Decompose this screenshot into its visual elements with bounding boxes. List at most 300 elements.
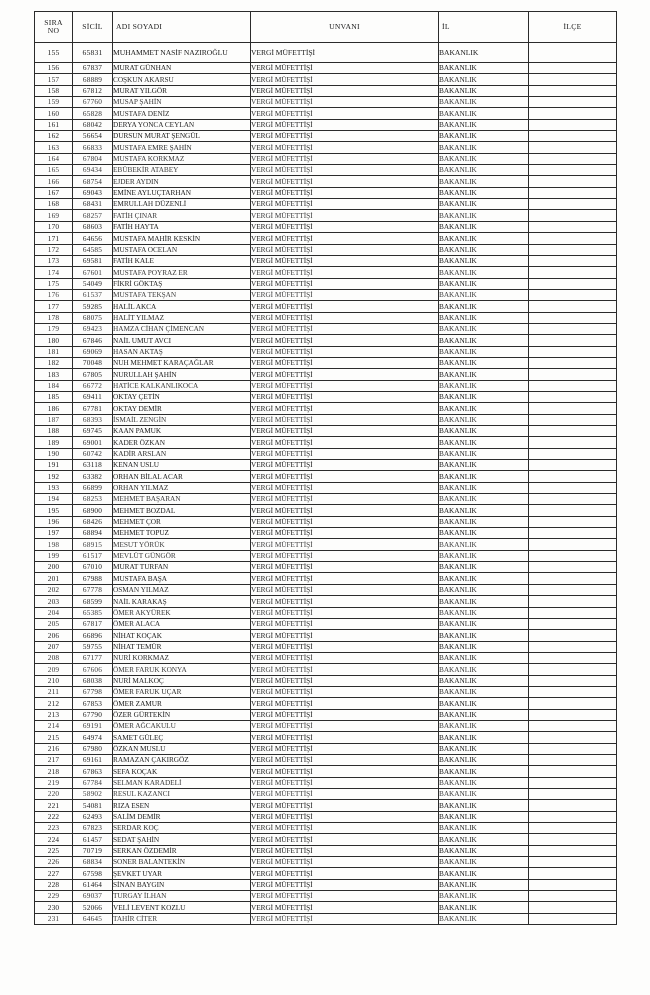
- cell-sicil: 67598: [73, 868, 113, 879]
- cell-il: BAKANLIK: [439, 630, 529, 641]
- cell-ilce: [529, 85, 617, 96]
- cell-adi-soyadi: KENAN USLU: [113, 460, 251, 471]
- cell-sicil: 61537: [73, 289, 113, 300]
- cell-unvani: VERGİ MÜFETTİŞİ: [251, 403, 439, 414]
- cell-unvani: VERGİ MÜFETTİŞİ: [251, 460, 439, 471]
- cell-ilce: [529, 573, 617, 584]
- cell-sicil: 68257: [73, 210, 113, 221]
- cell-il: BAKANLIK: [439, 584, 529, 595]
- cell-sicil: 67863: [73, 766, 113, 777]
- cell-ilce: [529, 607, 617, 618]
- cell-unvani: VERGİ MÜFETTİŞİ: [251, 573, 439, 584]
- cell-ilce: [529, 539, 617, 550]
- table-row: [35, 845, 617, 856]
- cell-adi-soyadi: MEHMET BAŞARAN: [113, 494, 251, 505]
- cell-adi-soyadi: NURİ MALKOÇ: [113, 675, 251, 686]
- cell-il: BAKANLIK: [439, 789, 529, 800]
- cell-sicil: 67010: [73, 562, 113, 573]
- cell-ilce: [529, 686, 617, 697]
- cell-il: BAKANLIK: [439, 754, 529, 765]
- cell-sicil: 67980: [73, 743, 113, 754]
- cell-sicil: 59285: [73, 301, 113, 312]
- cell-sicil: 66772: [73, 380, 113, 391]
- cell-sira-no: 162: [35, 131, 73, 142]
- cell-adi-soyadi: DERYA YONCA CEYLAN: [113, 119, 251, 130]
- cell-unvani: VERGİ MÜFETTİŞİ: [251, 584, 439, 595]
- cell-il: BAKANLIK: [439, 346, 529, 357]
- cell-unvani: VERGİ MÜFETTİŞİ: [251, 823, 439, 834]
- cell-sicil: 60742: [73, 448, 113, 459]
- cell-sicil: 69069: [73, 346, 113, 357]
- table-row: [35, 312, 617, 323]
- table-row: [35, 165, 617, 176]
- cell-sicil: 54049: [73, 278, 113, 289]
- cell-unvani: VERGİ MÜFETTİŞİ: [251, 891, 439, 902]
- cell-sira-no: 192: [35, 471, 73, 482]
- column-header-unvani: [251, 12, 439, 43]
- cell-ilce: [529, 516, 617, 527]
- table-row: [35, 539, 617, 550]
- cell-sira-no: 225: [35, 845, 73, 856]
- cell-adi-soyadi: MURAT GÜNHAN: [113, 63, 251, 74]
- cell-ilce: [529, 845, 617, 856]
- cell-sicil: 68603: [73, 221, 113, 232]
- cell-ilce: [529, 153, 617, 164]
- cell-adi-soyadi: OKTAY DEMİR: [113, 403, 251, 414]
- cell-sicil: 69191: [73, 720, 113, 731]
- table-row: [35, 380, 617, 391]
- cell-ilce: [529, 743, 617, 754]
- table-row: [35, 414, 617, 425]
- cell-unvani: VERGİ MÜFETTİŞİ: [251, 335, 439, 346]
- cell-unvani: VERGİ MÜFETTİŞİ: [251, 709, 439, 720]
- cell-unvani: VERGİ MÜFETTİŞİ: [251, 686, 439, 697]
- cell-unvani: VERGİ MÜFETTİŞİ: [251, 652, 439, 663]
- cell-il: BAKANLIK: [439, 720, 529, 731]
- cell-adi-soyadi: NAİL KARAKAŞ: [113, 596, 251, 607]
- cell-sira-no: 168: [35, 199, 73, 210]
- cell-unvani: VERGİ MÜFETTİŞİ: [251, 562, 439, 573]
- cell-ilce: [529, 720, 617, 731]
- table-row: [35, 618, 617, 629]
- cell-sicil: 69043: [73, 187, 113, 198]
- cell-unvani: VERGİ MÜFETTİŞİ: [251, 550, 439, 561]
- cell-unvani: VERGİ MÜFETTİŞİ: [251, 142, 439, 153]
- cell-sira-no: 209: [35, 664, 73, 675]
- cell-il: BAKANLIK: [439, 732, 529, 743]
- cell-sicil: 59755: [73, 641, 113, 652]
- cell-ilce: [529, 448, 617, 459]
- cell-sira-no: 167: [35, 187, 73, 198]
- cell-unvani: VERGİ MÜFETTİŞİ: [251, 607, 439, 618]
- cell-ilce: [529, 528, 617, 539]
- cell-il: BAKANLIK: [439, 539, 529, 550]
- cell-unvani: VERGİ MÜFETTİŞİ: [251, 618, 439, 629]
- cell-il: BAKANLIK: [439, 312, 529, 323]
- cell-il: BAKANLIK: [439, 675, 529, 686]
- cell-sira-no: 222: [35, 811, 73, 822]
- cell-il: BAKANLIK: [439, 664, 529, 675]
- cell-il: BAKANLIK: [439, 607, 529, 618]
- cell-il: BAKANLIK: [439, 97, 529, 108]
- cell-sira-no: 205: [35, 618, 73, 629]
- column-header-sicil-label: SİCİL: [82, 22, 103, 32]
- cell-unvani: VERGİ MÜFETTİŞİ: [251, 630, 439, 641]
- cell-ilce: [529, 187, 617, 198]
- column-header-il: [439, 12, 529, 43]
- table-row: [35, 879, 617, 890]
- cell-sira-no: 228: [35, 879, 73, 890]
- column-header-unvani-label: UNVANI: [329, 22, 360, 32]
- cell-il: BAKANLIK: [439, 709, 529, 720]
- cell-unvani: VERGİ MÜFETTİŞİ: [251, 380, 439, 391]
- cell-ilce: [529, 823, 617, 834]
- cell-ilce: [529, 221, 617, 232]
- cell-ilce: [529, 403, 617, 414]
- cell-unvani: VERGİ MÜFETTİŞİ: [251, 244, 439, 255]
- cell-adi-soyadi: KADİR ARSLAN: [113, 448, 251, 459]
- cell-il: BAKANLIK: [439, 426, 529, 437]
- cell-il: BAKANLIK: [439, 505, 529, 516]
- cell-adi-soyadi: RESUL KAZANCI: [113, 789, 251, 800]
- cell-sicil: 69434: [73, 165, 113, 176]
- table-body: [35, 43, 617, 925]
- cell-adi-soyadi: NİHAT TEMÜR: [113, 641, 251, 652]
- cell-sira-no: 185: [35, 391, 73, 402]
- cell-adi-soyadi: ÖMER AKYÜREK: [113, 607, 251, 618]
- cell-il: BAKANLIK: [439, 380, 529, 391]
- cell-sicil: 67837: [73, 63, 113, 74]
- cell-il: BAKANLIK: [439, 233, 529, 244]
- table-row: [35, 562, 617, 573]
- cell-sicil: 68075: [73, 312, 113, 323]
- cell-sicil: 69161: [73, 754, 113, 765]
- cell-sicil: 69037: [73, 891, 113, 902]
- cell-adi-soyadi: MUSTAFA MAHİR KESKİN: [113, 233, 251, 244]
- cell-unvani: VERGİ MÜFETTİŞİ: [251, 165, 439, 176]
- cell-sicil: 67778: [73, 584, 113, 595]
- cell-adi-soyadi: ÖMER ZAMUR: [113, 698, 251, 709]
- cell-sira-no: 221: [35, 800, 73, 811]
- cell-adi-soyadi: MURAT YILGÖR: [113, 85, 251, 96]
- column-header-adi-soyadi-label: ADI SOYADI: [116, 22, 163, 32]
- cell-ilce: [529, 255, 617, 266]
- cell-unvani: VERGİ MÜFETTİŞİ: [251, 391, 439, 402]
- column-header-il-label: İL: [442, 22, 450, 32]
- table-row: [35, 369, 617, 380]
- cell-sira-no: 207: [35, 641, 73, 652]
- cell-adi-soyadi: MESUT YÖRÜK: [113, 539, 251, 550]
- cell-sicil: 67823: [73, 823, 113, 834]
- table-row: [35, 199, 617, 210]
- table-row: [35, 789, 617, 800]
- cell-unvani: VERGİ MÜFETTİŞİ: [251, 528, 439, 539]
- cell-il: BAKANLIK: [439, 391, 529, 402]
- cell-il: BAKANLIK: [439, 437, 529, 448]
- cell-il: BAKANLIK: [439, 267, 529, 278]
- cell-sira-no: 229: [35, 891, 73, 902]
- cell-sira-no: 163: [35, 142, 73, 153]
- cell-ilce: [529, 131, 617, 142]
- cell-il: BAKANLIK: [439, 63, 529, 74]
- cell-il: BAKANLIK: [439, 403, 529, 414]
- cell-adi-soyadi: NİHAT KOÇAK: [113, 630, 251, 641]
- cell-ilce: [529, 732, 617, 743]
- cell-sira-no: 217: [35, 754, 73, 765]
- table-row: [35, 652, 617, 663]
- cell-sira-no: 220: [35, 789, 73, 800]
- cell-il: BAKANLIK: [439, 528, 529, 539]
- cell-ilce: [529, 301, 617, 312]
- table-row: [35, 131, 617, 142]
- cell-ilce: [529, 641, 617, 652]
- cell-il: BAKANLIK: [439, 800, 529, 811]
- cell-ilce: [529, 777, 617, 788]
- cell-il: BAKANLIK: [439, 448, 529, 459]
- cell-ilce: [529, 289, 617, 300]
- cell-adi-soyadi: EJDER AYDIN: [113, 176, 251, 187]
- cell-adi-soyadi: EMİNE AYLUÇTARHAN: [113, 187, 251, 198]
- cell-sicil: 69745: [73, 426, 113, 437]
- cell-unvani: VERGİ MÜFETTİŞİ: [251, 74, 439, 85]
- cell-sira-no: 224: [35, 834, 73, 845]
- cell-unvani: VERGİ MÜFETTİŞİ: [251, 108, 439, 119]
- cell-il: BAKANLIK: [439, 652, 529, 663]
- cell-ilce: [529, 369, 617, 380]
- cell-ilce: [529, 391, 617, 402]
- cell-unvani: VERGİ MÜFETTİŞİ: [251, 800, 439, 811]
- cell-sicil: 64974: [73, 732, 113, 743]
- cell-sira-no: 170: [35, 221, 73, 232]
- cell-sicil: 66896: [73, 630, 113, 641]
- cell-adi-soyadi: FATİH KALE: [113, 255, 251, 266]
- cell-sira-no: 210: [35, 675, 73, 686]
- cell-unvani: VERGİ MÜFETTİŞİ: [251, 437, 439, 448]
- cell-sira-no: 194: [35, 494, 73, 505]
- cell-ilce: [529, 834, 617, 845]
- cell-ilce: [529, 902, 617, 913]
- cell-adi-soyadi: SERDAR KOÇ: [113, 823, 251, 834]
- column-header-sicil: [73, 12, 113, 43]
- cell-ilce: [529, 800, 617, 811]
- cell-il: BAKANLIK: [439, 698, 529, 709]
- cell-ilce: [529, 323, 617, 334]
- cell-adi-soyadi: İSMAİL ZENGİN: [113, 414, 251, 425]
- table-row: [35, 732, 617, 743]
- roster-table-container: [34, 11, 616, 925]
- cell-ilce: [529, 176, 617, 187]
- table-row: [35, 267, 617, 278]
- cell-unvani: VERGİ MÜFETTİŞİ: [251, 664, 439, 675]
- cell-il: BAKANLIK: [439, 516, 529, 527]
- cell-il: BAKANLIK: [439, 301, 529, 312]
- cell-adi-soyadi: HASAN AKTAŞ: [113, 346, 251, 357]
- cell-unvani: VERGİ MÜFETTİŞİ: [251, 426, 439, 437]
- cell-il: BAKANLIK: [439, 176, 529, 187]
- cell-sicil: 54081: [73, 800, 113, 811]
- cell-sicil: 67601: [73, 267, 113, 278]
- cell-ilce: [529, 335, 617, 346]
- cell-sira-no: 218: [35, 766, 73, 777]
- cell-sira-no: 195: [35, 505, 73, 516]
- cell-il: BAKANLIK: [439, 562, 529, 573]
- cell-unvani: VERGİ MÜFETTİŞİ: [251, 471, 439, 482]
- cell-adi-soyadi: SAMET GÜLEÇ: [113, 732, 251, 743]
- table-row: [35, 482, 617, 493]
- cell-sira-no: 202: [35, 584, 73, 595]
- cell-unvani: VERGİ MÜFETTİŞİ: [251, 777, 439, 788]
- cell-adi-soyadi: SEDAT ŞAHİN: [113, 834, 251, 845]
- cell-adi-soyadi: MUHAMMET NASİF NAZIROĞLU: [113, 43, 251, 63]
- cell-sicil: 67804: [73, 153, 113, 164]
- cell-ilce: [529, 471, 617, 482]
- cell-sira-no: 190: [35, 448, 73, 459]
- table-row: [35, 391, 617, 402]
- cell-adi-soyadi: ÖMER ALACA: [113, 618, 251, 629]
- cell-sicil: 58902: [73, 789, 113, 800]
- cell-sira-no: 231: [35, 913, 73, 924]
- cell-ilce: [529, 414, 617, 425]
- cell-unvani: VERGİ MÜFETTİŞİ: [251, 743, 439, 754]
- cell-ilce: [529, 754, 617, 765]
- cell-ilce: [529, 233, 617, 244]
- cell-sira-no: 214: [35, 720, 73, 731]
- cell-adi-soyadi: ÖZKAN MUSLU: [113, 743, 251, 754]
- cell-il: BAKANLIK: [439, 686, 529, 697]
- cell-il: BAKANLIK: [439, 641, 529, 652]
- cell-sira-no: 211: [35, 686, 73, 697]
- cell-sira-no: 182: [35, 357, 73, 368]
- table-row: [35, 641, 617, 652]
- table-row: [35, 607, 617, 618]
- cell-unvani: VERGİ MÜFETTİŞİ: [251, 766, 439, 777]
- table-row: [35, 709, 617, 720]
- cell-unvani: VERGİ MÜFETTİŞİ: [251, 845, 439, 856]
- cell-unvani: VERGİ MÜFETTİŞİ: [251, 516, 439, 527]
- cell-sira-no: 193: [35, 482, 73, 493]
- table-row: [35, 800, 617, 811]
- cell-sicil: 67790: [73, 709, 113, 720]
- cell-ilce: [529, 698, 617, 709]
- table-row: [35, 857, 617, 868]
- cell-sicil: 67606: [73, 664, 113, 675]
- cell-il: BAKANLIK: [439, 142, 529, 153]
- cell-il: BAKANLIK: [439, 482, 529, 493]
- table-row: [35, 289, 617, 300]
- cell-ilce: [529, 357, 617, 368]
- cell-unvani: VERGİ MÜFETTİŞİ: [251, 789, 439, 800]
- column-header-sira-no-line2: NO: [47, 26, 60, 35]
- cell-sicil: 68915: [73, 539, 113, 550]
- cell-sira-no: 179: [35, 323, 73, 334]
- cell-ilce: [529, 505, 617, 516]
- cell-adi-soyadi: MUSTAFA OCELAN: [113, 244, 251, 255]
- cell-sicil: 64645: [73, 913, 113, 924]
- cell-unvani: VERGİ MÜFETTİŞİ: [251, 199, 439, 210]
- table-row: [35, 460, 617, 471]
- cell-sicil: 69411: [73, 391, 113, 402]
- cell-ilce: [529, 562, 617, 573]
- cell-il: BAKANLIK: [439, 255, 529, 266]
- cell-unvani: VERGİ MÜFETTİŞİ: [251, 675, 439, 686]
- cell-sira-no: 169: [35, 210, 73, 221]
- cell-il: BAKANLIK: [439, 573, 529, 584]
- cell-adi-soyadi: RIZA ESEN: [113, 800, 251, 811]
- table-row: [35, 221, 617, 232]
- cell-ilce: [529, 891, 617, 902]
- personnel-roster-table: [34, 11, 617, 925]
- cell-il: BAKANLIK: [439, 902, 529, 913]
- table-header-row: [35, 12, 617, 43]
- cell-adi-soyadi: SERKAN ÖZDEMİR: [113, 845, 251, 856]
- cell-sira-no: 175: [35, 278, 73, 289]
- cell-adi-soyadi: HALİT YILMAZ: [113, 312, 251, 323]
- cell-sicil: 68253: [73, 494, 113, 505]
- cell-adi-soyadi: MUSTAFA EMRE ŞAHİN: [113, 142, 251, 153]
- table-row: [35, 142, 617, 153]
- column-header-ilce: [529, 12, 617, 43]
- cell-sicil: 68834: [73, 857, 113, 868]
- cell-unvani: VERGİ MÜFETTİŞİ: [251, 289, 439, 300]
- cell-il: BAKANLIK: [439, 335, 529, 346]
- cell-sicil: 67781: [73, 403, 113, 414]
- table-row: [35, 403, 617, 414]
- cell-sicil: 67798: [73, 686, 113, 697]
- cell-sicil: 68754: [73, 176, 113, 187]
- cell-ilce: [529, 550, 617, 561]
- cell-sicil: 65385: [73, 607, 113, 618]
- table-row: [35, 323, 617, 334]
- cell-sicil: 61517: [73, 550, 113, 561]
- cell-ilce: [529, 426, 617, 437]
- cell-sicil: 67760: [73, 97, 113, 108]
- cell-adi-soyadi: FATİH HAYTA: [113, 221, 251, 232]
- table-row: [35, 97, 617, 108]
- table-row: [35, 528, 617, 539]
- cell-unvani: VERGİ MÜFETTİŞİ: [251, 97, 439, 108]
- cell-sira-no: 155: [35, 43, 73, 63]
- cell-adi-soyadi: ÖMER FARUK UÇAR: [113, 686, 251, 697]
- table-row: [35, 301, 617, 312]
- cell-il: BAKANLIK: [439, 85, 529, 96]
- table-row: [35, 74, 617, 85]
- table-row: [35, 686, 617, 697]
- cell-sicil: 69581: [73, 255, 113, 266]
- cell-ilce: [529, 482, 617, 493]
- cell-sicil: 68431: [73, 199, 113, 210]
- cell-adi-soyadi: OSMAN YILMAZ: [113, 584, 251, 595]
- cell-sicil: 67784: [73, 777, 113, 788]
- cell-unvani: VERGİ MÜFETTİŞİ: [251, 448, 439, 459]
- cell-ilce: [529, 437, 617, 448]
- cell-adi-soyadi: SEFA KOÇAK: [113, 766, 251, 777]
- table-row: [35, 437, 617, 448]
- cell-ilce: [529, 913, 617, 924]
- cell-sicil: 68599: [73, 596, 113, 607]
- cell-sira-no: 216: [35, 743, 73, 754]
- cell-il: BAKANLIK: [439, 471, 529, 482]
- cell-unvani: VERGİ MÜFETTİŞİ: [251, 63, 439, 74]
- cell-sira-no: 226: [35, 857, 73, 868]
- cell-unvani: VERGİ MÜFETTİŞİ: [251, 641, 439, 652]
- cell-ilce: [529, 709, 617, 720]
- cell-unvani: VERGİ MÜFETTİŞİ: [251, 233, 439, 244]
- cell-il: BAKANLIK: [439, 74, 529, 85]
- cell-ilce: [529, 63, 617, 74]
- cell-il: BAKANLIK: [439, 187, 529, 198]
- cell-adi-soyadi: ŞEVKET UYAR: [113, 868, 251, 879]
- cell-adi-soyadi: MUSTAFA POYRAZ ER: [113, 267, 251, 278]
